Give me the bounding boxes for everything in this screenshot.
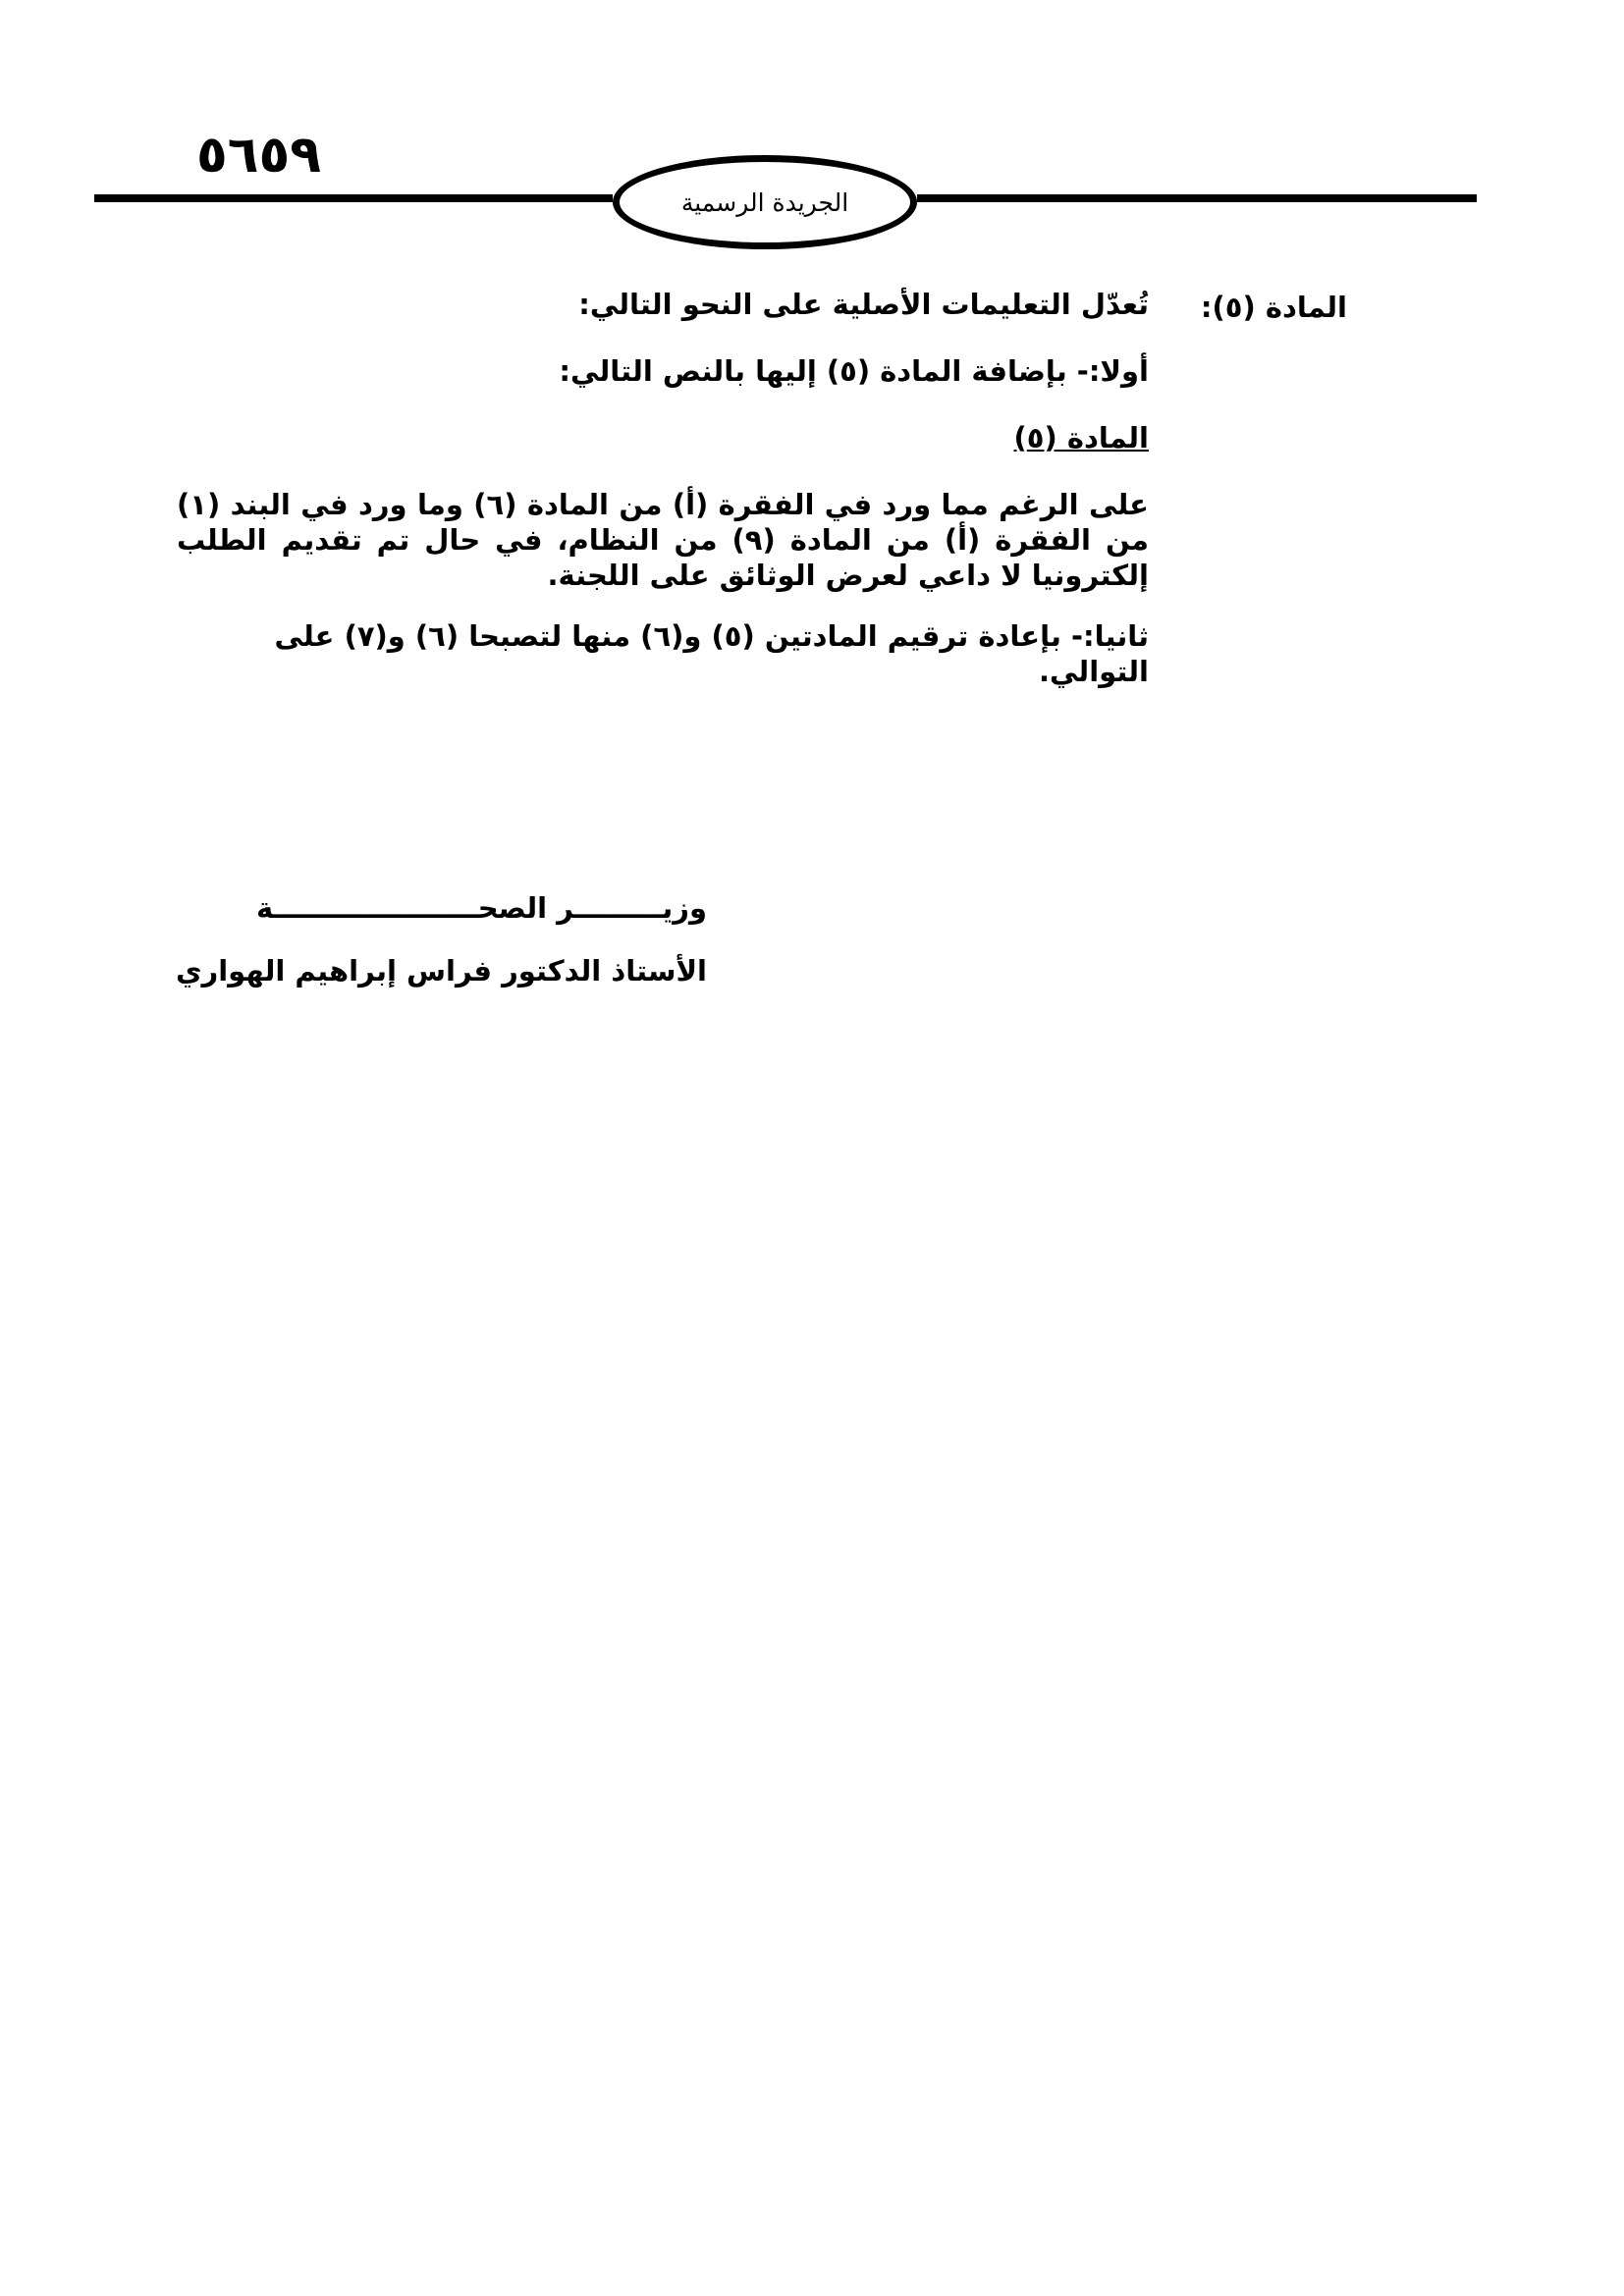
article-content (177, 287, 1149, 689)
signature-block (118, 891, 707, 988)
gazette-masthead (613, 155, 917, 249)
new-article-heading: المادة (٥) (1013, 421, 1149, 454)
article-second-clause: ثانيا:- بإعادة ترقيم المادتين (٥) و(٦) منها لتصبحا (٦) و(٧) على التوالي. (274, 619, 1149, 688)
article-label: المادة (٥): (1200, 291, 1347, 324)
article-intro: تُعدّل التعليمات الأصلية على النحو التالي: (578, 288, 1149, 321)
signatory-name: الأستاذ الدكتور فراس إبراهيم الهواري (175, 954, 707, 988)
article-first-clause: أولا:- بإضافة المادة (٥) إليها بالنص التالي: (559, 354, 1149, 388)
gazette-name: الجريدة الرسمية (680, 187, 849, 217)
header-rule-left (94, 194, 613, 202)
signatory-title: وزيـــــــــر الصحـــــــــــــــــــــة (255, 891, 707, 925)
page-number: ٥٦٥٩ (196, 126, 321, 185)
header-rule-right (917, 194, 1477, 202)
new-article-text: على الرغم مما ورد في الفقرة (أ) من المادة (٦) وما ورد في البند (١) من الفقرة (أ) من المادة (٩) من النظام، في حال تم تقديم الطلب إلكترونيا لا داعي لعرض الوثائق على اللجنة. (177, 488, 1149, 592)
